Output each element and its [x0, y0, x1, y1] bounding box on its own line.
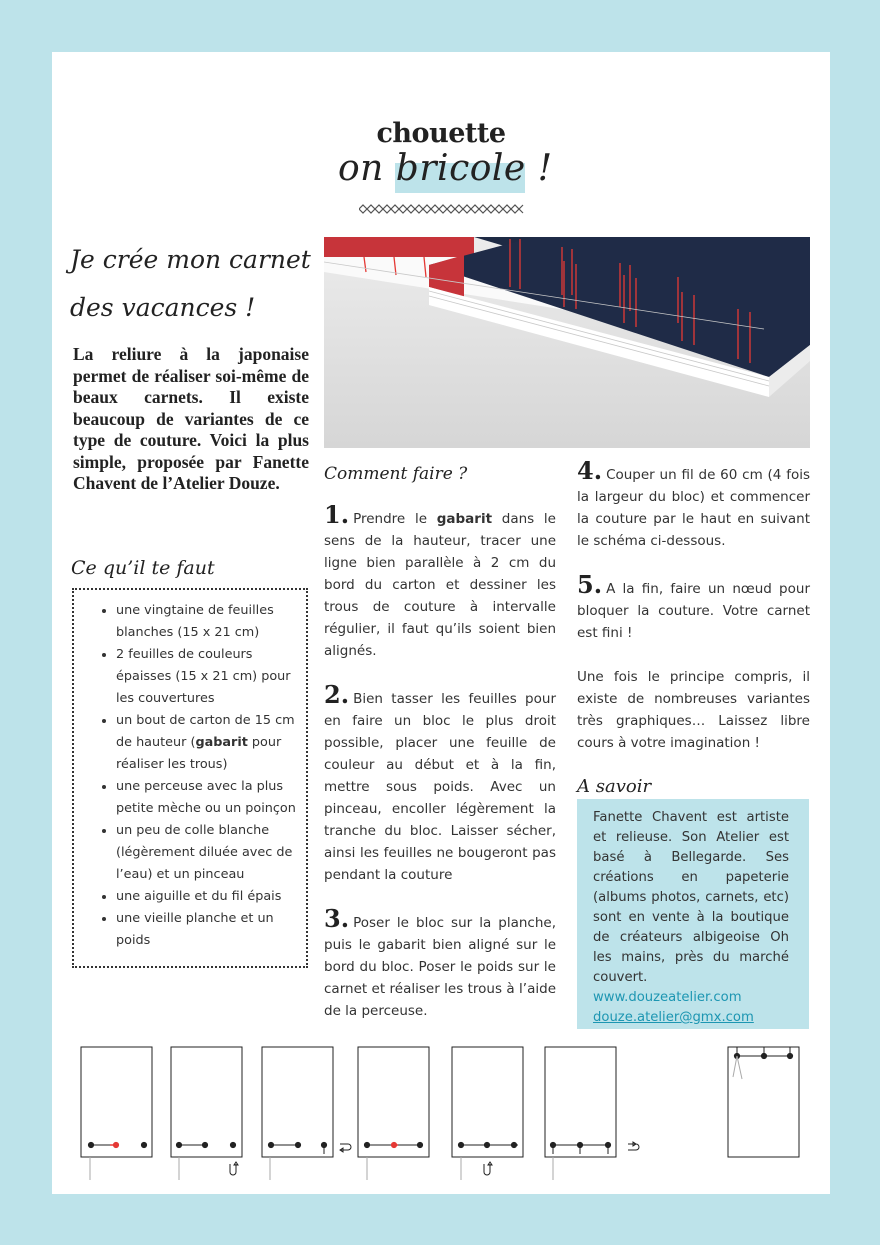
lead-paragraph: La reliure à la japonaise permet de réaliser soi-même de beaux carnets. Il existe beaucoup de variantes de ce type de couture. Voici la plus simple, proposée par Fanette Chavent de l’Atelier Douze. — [73, 344, 309, 493]
needs-box — [72, 588, 308, 968]
step-text: Couper un fil de 60 cm (4 fois la largeur du bloc) et commencer la couture par le haut en suivant le schéma ci-dessous. — [577, 467, 810, 549]
magazine-page — [52, 52, 830, 1194]
step-text: Bien tasser les feuilles pour en faire un bloc le plus droit possible, placer une feuille de couleur au début et à la fin, mettre sous poids. Avec un pinceau, encoller légèrement la tranche du bloc. Laisser sécher, ainsi les feuilles ne bougeront pas pendant la couture — [324, 691, 556, 883]
step-number: 5. — [577, 570, 603, 599]
diagram-step-3 — [262, 1047, 351, 1180]
title-line-2: des vacances ! — [70, 293, 256, 322]
step-4 — [577, 456, 810, 552]
needs-item: • 2 feuilles de couleurs épaisses (15 x 21 cm) pour les couvertures — [116, 644, 298, 710]
step-number: 2. — [324, 680, 350, 709]
needs-item: • une vieille planche et un poids — [116, 908, 298, 952]
needs-item: • une aiguille et du fil épais — [116, 886, 298, 908]
step-2 — [324, 680, 556, 886]
sewing-diagrams — [78, 1044, 808, 1184]
know-title: A savoir — [577, 776, 652, 797]
diagram-step-7 — [728, 1047, 799, 1157]
needs-item: • une vingtaine de feuilles blanches (15 x 21 cm) — [116, 600, 298, 644]
diagram-step-6 — [545, 1047, 639, 1180]
diagram-step-2 — [171, 1047, 242, 1180]
gabarit-word: gabarit — [195, 735, 248, 750]
needs-item-text: un bout de carton de 15 cm de hauteur ( — [116, 713, 295, 750]
diagram-step-5 — [452, 1047, 523, 1180]
step-3 — [324, 904, 556, 1022]
diagram-step-1 — [81, 1047, 152, 1180]
needs-title: Ce qu’il te faut — [71, 557, 215, 579]
step-bold: gabarit — [436, 511, 493, 527]
masthead-chouette: chouette — [376, 118, 506, 149]
needs-item — [116, 710, 298, 776]
step-number: 1. — [324, 500, 350, 529]
diagram-step-4 — [358, 1047, 429, 1180]
step-text: Poser le bloc sur la planche, puis le gabarit bien aligné sur le bord du bloc. Poser le poids sur le carnet et réaliser les trous à l’aide de la perceuse. — [324, 915, 556, 1019]
masthead-on-bricole: on bricole ! — [338, 148, 553, 189]
know-box — [577, 799, 809, 1029]
step-number: 4. — [577, 456, 603, 485]
step-text: Prendre le — [353, 511, 437, 527]
step-5 — [577, 570, 810, 644]
email-link[interactable]: douze.atelier@gmx.com — [593, 1010, 754, 1025]
know-body: Fanette Chavent est artiste et relieuse. Son Atelier est basé à Bellegarde. Ses créations en papeterie (albums photos, carnets, etc) sont en vente à la boutique de créateurs albigeoise Oh les mains, près du marché couvert. — [593, 810, 789, 985]
zigzag-divider — [359, 204, 525, 214]
steps-column-middle — [324, 500, 556, 1044]
needs-list — [84, 600, 298, 952]
step-number: 3. — [324, 904, 350, 933]
closing-paragraph: Une fois le principe compris, il existe de nombreuses variantes très graphiques… Laissez libre cours à votre imagination ! — [577, 669, 810, 751]
step-text: dans le sens de la hauteur, tracer une ligne bien parallèle à 2 cm du bord du carton et dessiner les trous de couture à intervalle régulier, il faut qu’ils soient bien alignés. — [324, 511, 556, 659]
article-title — [70, 236, 320, 332]
step-1 — [324, 500, 556, 662]
needs-item-text-end: pour réaliser les trous) — [116, 735, 282, 772]
title-line-1: Je crée mon carnet — [70, 245, 311, 274]
website-link[interactable]: www.douzeatelier.com — [593, 990, 742, 1005]
step-text: A la fin, faire un nœud pour bloquer la couture. Votre carnet est fini ! — [577, 581, 810, 641]
know-text — [593, 808, 789, 1028]
how-title: Comment faire ? — [324, 464, 468, 484]
steps-column-right — [577, 456, 810, 776]
needs-item: • un peu de colle blanche (légèrement diluée avec de l’eau) et un pinceau — [116, 820, 298, 886]
needs-item: • une perceuse avec la plus petite mèche ou un poinçon — [116, 776, 298, 820]
notebooks-photo — [324, 237, 810, 448]
